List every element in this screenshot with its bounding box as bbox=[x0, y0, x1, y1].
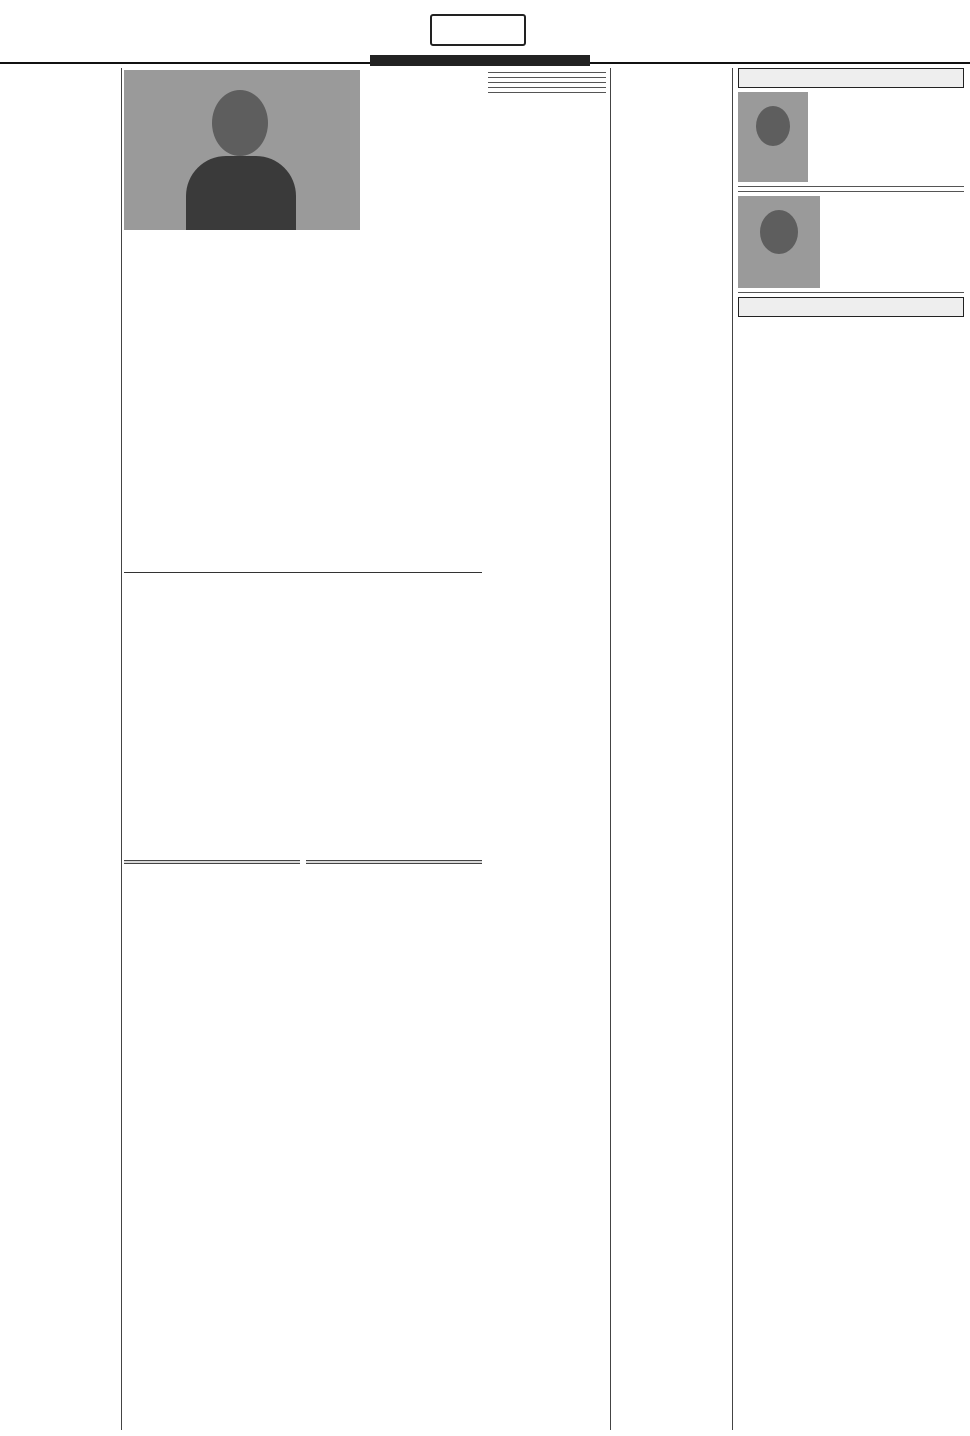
tweet-title-block bbox=[124, 572, 482, 601]
column-box-label bbox=[738, 297, 964, 317]
masthead bbox=[0, 0, 970, 64]
election-article bbox=[124, 858, 300, 1146]
lead-photo-block bbox=[124, 70, 482, 230]
cleric-photo bbox=[738, 92, 808, 182]
column-second bbox=[488, 68, 606, 1430]
newspaper-logo bbox=[6, 6, 114, 56]
section-title bbox=[430, 14, 526, 46]
article-title bbox=[124, 860, 300, 864]
lead-title-block bbox=[124, 234, 482, 274]
column-right bbox=[738, 68, 964, 1430]
politician-photo bbox=[738, 196, 820, 288]
column-box-label bbox=[738, 68, 964, 88]
column-divider bbox=[732, 68, 733, 1430]
lead-subtitle-block bbox=[124, 290, 482, 304]
article-body bbox=[824, 196, 964, 288]
article-body bbox=[812, 92, 964, 182]
minister-photo bbox=[124, 70, 360, 230]
lead-body-block bbox=[124, 306, 482, 568]
page-number bbox=[934, 10, 964, 46]
missile-article bbox=[306, 858, 482, 1146]
tweet-body-block bbox=[124, 602, 482, 852]
english-ribbon bbox=[370, 55, 590, 66]
column-divider bbox=[121, 68, 122, 1430]
column-divider bbox=[610, 68, 611, 1430]
article-title bbox=[306, 860, 482, 864]
